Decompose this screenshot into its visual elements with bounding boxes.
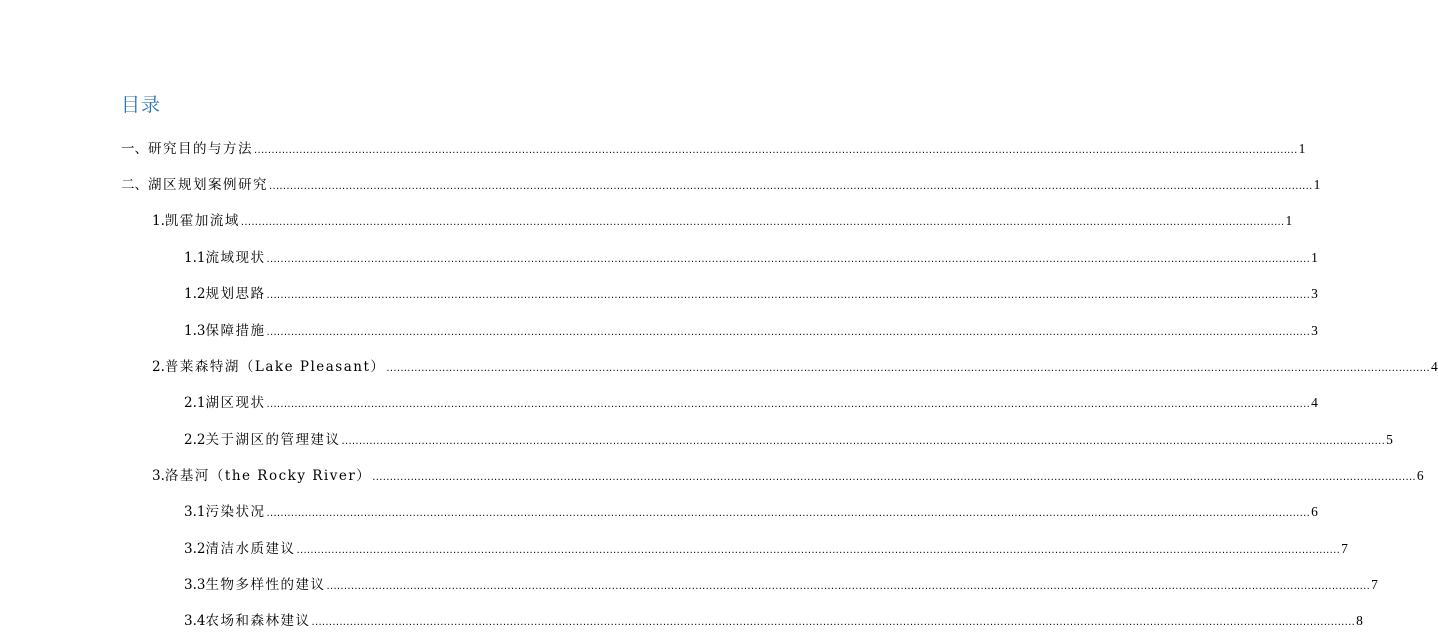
toc-entry-2-1-sub[interactable] (184, 394, 1318, 414)
toc-entry-number: 3.3 (184, 577, 206, 593)
toc-entry-text: 生物多样性的建议 (205, 577, 326, 593)
toc-entry-page: 4 (1431, 359, 1438, 374)
toc-entry-text: 关于湖区的管理建议 (205, 432, 341, 448)
toc-entry-text: 污染状况 (205, 504, 266, 520)
toc-entry-page: 5 (1386, 432, 1393, 447)
toc-entry-1-2[interactable] (184, 285, 1318, 305)
toc-entry-page: 1 (1298, 141, 1306, 156)
toc-entry-number: 3.1 (184, 504, 206, 520)
dot-leader: ............................................................................................................................................................................................................................................................................................................ (326, 581, 1371, 592)
dot-leader: ............................................................................................................................................................................................................................................................................................................ (372, 472, 1416, 483)
toc-entry-number: 一、 (121, 141, 148, 157)
toc-entry-2[interactable] (121, 176, 1321, 196)
toc-entry-page: 7 (1371, 577, 1378, 592)
toc-entry-text: 农场和森林建议 (205, 613, 311, 629)
toc-entry-number: 3. (152, 468, 165, 484)
toc-entry-text: 保障措施 (205, 323, 266, 339)
toc-entry-page: 4 (1311, 395, 1318, 410)
dot-leader: ............................................................................................................................................................................................................................................................................................................ (240, 217, 1285, 228)
toc-entry-number: 3.2 (184, 541, 206, 557)
toc-title: 目录 (121, 94, 162, 116)
toc-entry-3-1[interactable] (184, 503, 1318, 523)
toc-entry-number: 1.3 (184, 323, 206, 339)
toc-entry-text: 流域现状 (205, 250, 266, 266)
toc-entry-2-3[interactable] (152, 467, 1424, 487)
toc-entry-number: 二、 (121, 177, 148, 193)
dot-leader: ............................................................................................................................................................................................................................................................................................................ (266, 254, 1311, 265)
toc-entry-page: 1 (1285, 213, 1293, 228)
dot-leader: ............................................................................................................................................................................................................................................................................................................ (266, 508, 1311, 519)
toc-entry-text: 规划思路 (205, 286, 266, 302)
dot-leader: ............................................................................................................................................................................................................................................................................................................ (254, 145, 1298, 156)
dot-leader: ............................................................................................................................................................................................................................................................................................................ (266, 327, 1311, 338)
toc-entry-text: 清洁水质建议 (205, 541, 296, 557)
dot-leader: ............................................................................................................................................................................................................................................................................................................ (266, 290, 1311, 301)
toc-entry-page: 7 (1341, 541, 1348, 556)
toc-entry-number: 2.1 (184, 395, 206, 411)
toc-entry-number: 1.1 (184, 250, 206, 266)
toc-entry-number: 2. (152, 359, 165, 375)
toc-entry-text: 湖区现状 (205, 395, 266, 411)
toc-entry-1[interactable] (121, 140, 1306, 160)
toc-entry-3-3[interactable] (184, 576, 1378, 596)
toc-entry-page: 6 (1416, 468, 1424, 483)
dot-leader: ............................................................................................................................................................................................................................................................................................................ (341, 436, 1386, 447)
dot-leader: ............................................................................................................................................................................................................................................................................................................ (269, 181, 1313, 192)
toc-entry-number: 1. (152, 213, 165, 229)
toc-entry-text: 洛基河（the Rocky River） (164, 468, 372, 484)
toc-entry-3-4[interactable] (184, 612, 1363, 632)
toc-entry-number: 2.2 (184, 432, 206, 448)
dot-leader: ............................................................................................................................................................................................................................................................................................................ (311, 617, 1356, 628)
toc-entry-text: 凯霍加流域 (164, 213, 240, 229)
toc-entry-page: 1 (1311, 250, 1318, 265)
toc-entry-page: 3 (1311, 323, 1318, 338)
toc-entry-2-1[interactable] (152, 212, 1293, 232)
toc-entry-page: 3 (1311, 286, 1318, 301)
toc-entry-text: 普莱森特湖（Lake Pleasant） (164, 359, 386, 375)
toc-entry-2-2-sub[interactable] (184, 431, 1393, 451)
toc-entry-text: 研究目的与方法 (148, 141, 253, 157)
dot-leader: ............................................................................................................................................................................................................................................................................................................ (296, 545, 1341, 556)
toc-entry-page: 8 (1356, 613, 1363, 628)
toc-entry-number: 1.2 (184, 286, 206, 302)
toc-entry-number: 3.4 (184, 613, 206, 629)
toc-entry-2-2[interactable] (152, 358, 1438, 378)
toc-entry-text: 湖区规划案例研究 (148, 177, 268, 193)
toc-entry-1-1[interactable] (184, 249, 1318, 269)
dot-leader: ............................................................................................................................................................................................................................................................................................................ (266, 399, 1311, 410)
toc-entry-3-2[interactable] (184, 540, 1348, 560)
toc-entry-page: 6 (1311, 504, 1318, 519)
toc-entry-page: 1 (1313, 177, 1321, 192)
toc-entry-1-3[interactable] (184, 322, 1318, 342)
dot-leader: ............................................................................................................................................................................................................................................................................................................ (386, 363, 1431, 374)
